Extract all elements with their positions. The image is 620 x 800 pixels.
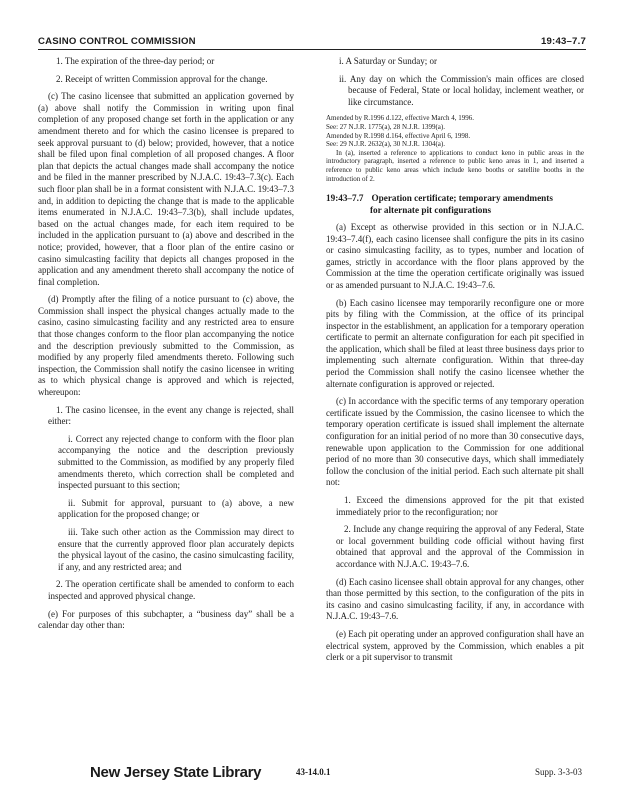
paragraph: (d) Promptly after the filing of a notice pursuant to (c) above, the Commission shall inspect the physical changes actually made to the casino, casino simulcasting facility and any restricted area to ensure that those changes conform to the floor plan accompanying the notice and the description previously submitted to the Commission, as modified by any properly filed amendments thereto. Following such inspection, the Commission shall notify the casino licensee in writing as to which physical change is approved and which is rejected, whereupon:	[38, 294, 294, 398]
amendment-notes	[326, 114, 584, 183]
library-stamp: New Jersey State Library	[90, 764, 262, 781]
paragraph: (d) Each casino licensee shall obtain approval for any changes, other than those permitted by this section, to the configuration of the pits in its casino and casino simulcasting facility, if any, in accordance with N.J.A.C. 19:43–7.6.	[326, 576, 584, 622]
sub-item: iii. Take such other action as the Commission may direct to ensure that the currently approved floor plan accurately depicts the physical layout of the casino, the casino simulcasting facility, if any, and any restricted area; and	[58, 526, 294, 572]
supplement-date: Supp. 3-3-03	[535, 767, 582, 777]
amendment-note: Amended by R.1996 d.122, effective March 4, 1996.	[326, 114, 475, 123]
page-footer	[38, 764, 586, 784]
header-title: CASINO CONTROL COMMISSION	[38, 36, 196, 47]
sub-item: ii. Submit for approval, pursuant to (a) above, a new application for the proposed change; or	[58, 497, 294, 520]
paragraph: (a) Except as otherwise provided in this section or in N.J.A.C. 19:43–7.4(f), each casino licensee shall configure the pits in its casino or casino simulcasting facility, as to types, number and location of games, strictly in accordance with the floor plans approved by the Commission at the time the operation certificate originally was issued or as amended pursuant to N.J.A.C. 19:43–7.6.	[326, 221, 584, 290]
list-item: 1. Exceed the dimensions approved for the pit that existed immediately prior to the reconfiguration; nor	[336, 495, 584, 517]
list-item: 2. Receipt of written Commission approval for the change.	[56, 73, 268, 84]
paragraph: (b) Each casino licensee may temporarily reconfigure one or more pits by filing with the Commission, at the office of its principal inspector in the establishment, an application for a temporary operation certificate to permit an alternate configuration for each pit specified in the application, which shall be filed at least three business days prior to implementing such alternate configuration. Within that three-day period the Commission shall notify the casino licensee whether the alternate configuration is approved or rejected.	[326, 297, 584, 389]
section-title-line1: Operation certificate; temporary amendments	[371, 193, 553, 204]
running-header	[38, 36, 586, 50]
list-item: ii. Any day on which the Commission's main offices are closed because of Federal, State or local holiday, inclement weather, or like circumstance.	[339, 73, 584, 107]
section-heading	[326, 193, 584, 216]
list-item: i. A Saturday or Sunday; or	[339, 56, 437, 66]
list-item: 2. Include any change requiring the approval of any Federal, State or local government building code official without having first obtained that approval and the approval of the Commission in accordance with N.J.A.C. 19:43–7.6.	[336, 524, 584, 569]
header-section-number: 19:43–7.7	[540, 36, 586, 47]
amendment-note: See: 29 N.J.R. 2632(a), 30 N.J.R. 1304(a).	[326, 140, 445, 149]
paragraph: (c) The casino licensee that submitted an application governed by (a) above shall notify the Commission in writing upon final completion of any proposed change set forth in the application or any amendment thereto and for which the casino licensee is prepared to seek approval pursuant to (d) below; provided, however, that a notice shall be filed upon final completion of all proposed changes. A floor plan that depicts the actual changes made shall accompany the notice and be filed in the manner prescribed by N.J.A.C. 19:43–7.3(c). Each such floor plan shall be in a format consistent with N.J.A.C. 19:43–7.3 and, in addition to depicting the change that is made to the applicable items enumerated in N.J.A.C. 19:43–7.3(b), shall include updates, based on the actual changes made, for each item required to be included in the application pursuant to (a) above and described in the notice; provided, however, that a floor plan of the entire casino or casino simulcasting facility that depicts all changes proposed in the application and any amendment thereto shall accompany the notice of final completion.	[38, 91, 294, 287]
right-column	[326, 56, 584, 670]
paragraph: (e) For purposes of this subchapter, a “business day” shall be a calendar day other than:	[38, 608, 294, 631]
amendment-note: Amended by R.1998 d.164, effective April 6, 1998.	[326, 131, 471, 140]
amendment-note: See: 27 N.J.R. 1775(a), 28 N.J.R. 1399(a).	[326, 122, 445, 131]
paragraph: (c) In accordance with the specific terms of any temporary operation certificate issued by the Commission, the casino licensee to which the temporary operation certificate is issued shall implement the alternate configuration for an initial period of no more than 30 consecutive days, renewable upon application to the Commission for one additional period of no more than 30 consecutive days, which shall immediately follow the conclusion of the initial period. Each such alternate pit shall not:	[326, 396, 584, 488]
paragraph: (e) Each pit operating under an approved configuration shall have an electrical system, approved by the Commission, which enables a pit clerk or a pit supervisor to transmit	[326, 628, 584, 663]
sub-item: i. Correct any rejected change to conform with the floor plan accompanying the notice and the description previously submitted to the Commission, as modified by any properly filed amendments thereto, which correction shall be completed and inspected pursuant to this section;	[58, 433, 294, 491]
list-item: 1. The expiration of the three-day period; or	[56, 56, 215, 66]
list-item: 2. The operation certificate shall be amended to conform to each inspected and approved physical change.	[48, 579, 294, 601]
business-day-list	[326, 56, 584, 108]
section-body	[326, 222, 584, 664]
section-title-line2: for alternate pit configurations	[370, 204, 492, 215]
section-number: 19:43–7.7	[326, 193, 364, 204]
list-item: 1. The casino licensee, in the event any change is rejected, shall either:	[48, 404, 294, 427]
left-column	[38, 56, 294, 638]
page-code: 43-14.0.1	[296, 767, 331, 777]
amendment-note: In (a), inserted a reference to applications to conduct keno in public areas in the introductory paragraph, inserted a reference to public keno areas in 1, and inserted a reference to public keno areas which include keno booths or satellite booths in the introduction of 2.	[326, 148, 584, 183]
